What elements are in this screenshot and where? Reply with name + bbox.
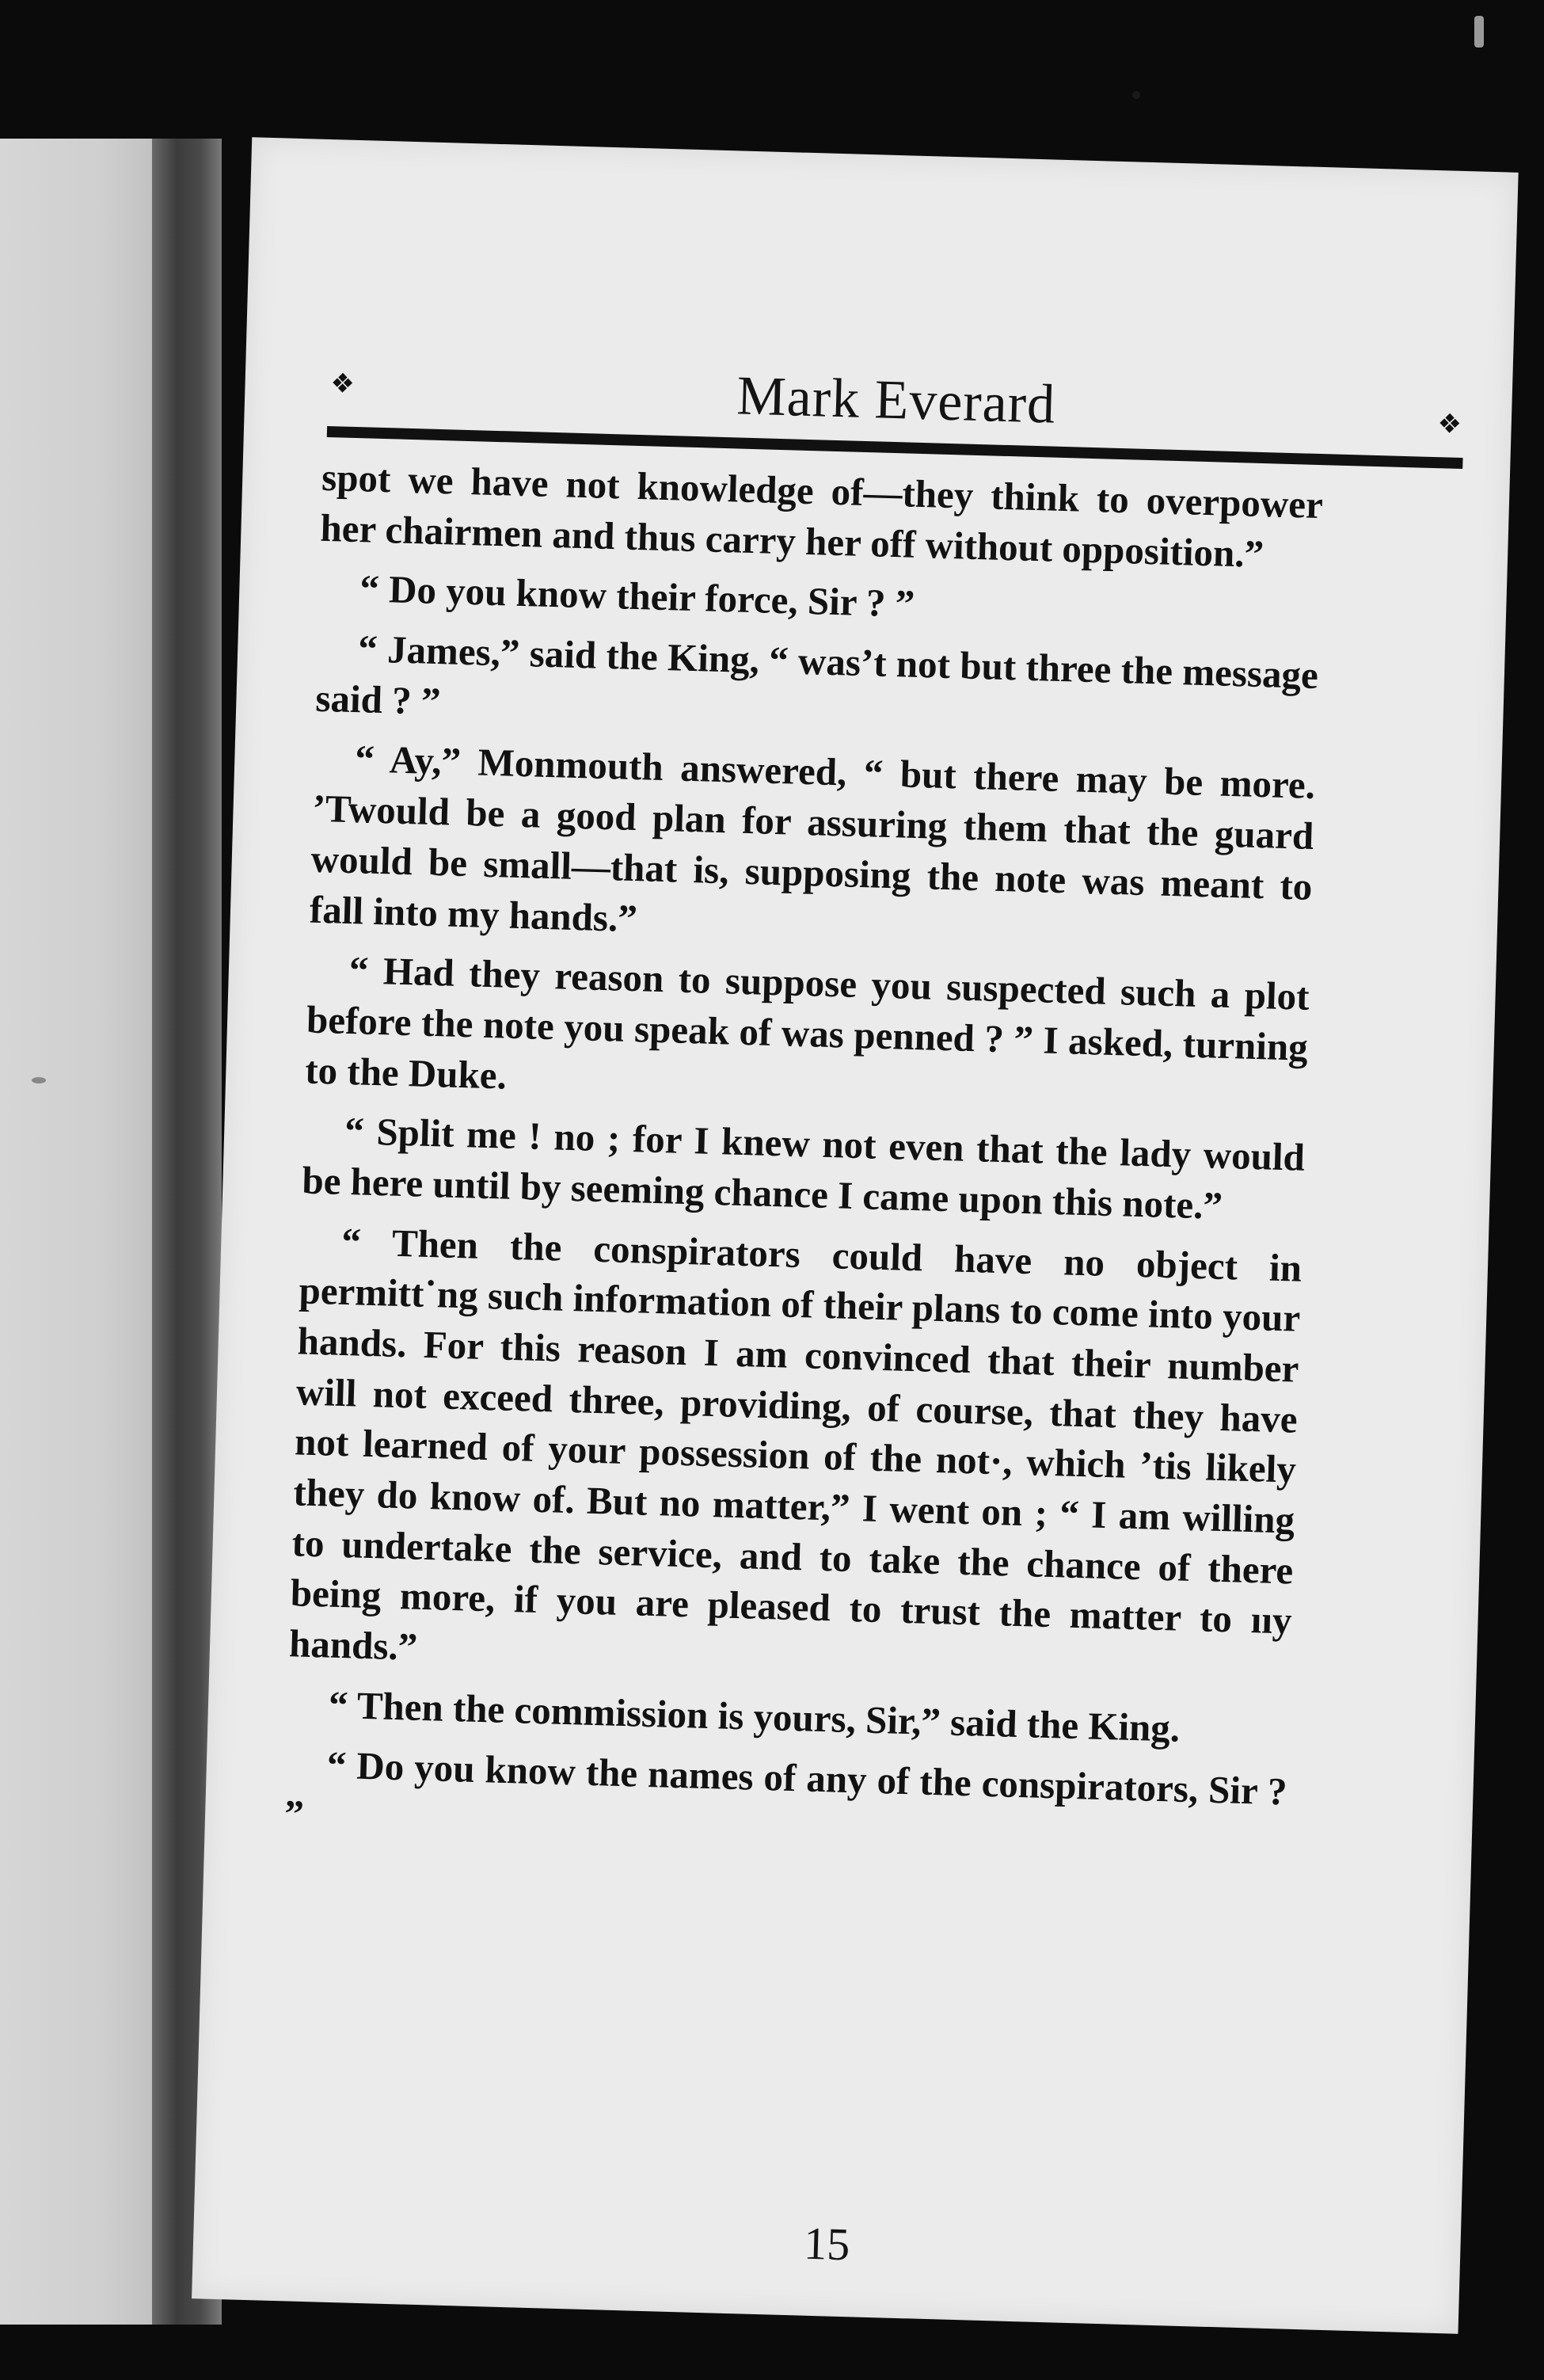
scan-speck bbox=[1132, 91, 1140, 99]
paragraph: “ Had they reason to suppose you suspected such a plot before the note you speak of was penned ? ” I asked, turning to the Duke. bbox=[304, 948, 1310, 1098]
paragraph: “ Do you know the names of any of the conspirators, Sir ? ” bbox=[283, 1742, 1288, 1837]
facing-page-edge bbox=[0, 139, 170, 2325]
paragraph: “ Then the conspirators could have no object in permitt˙ng such information of their plans to come into your hands. For this reason I am convinced that their number will not exceed three, providing, of course, that they have not learned of your possession of the not·, which ’tis likely they do know of. But no matter,” I went on ; “ I am willing to undertake the service, and to take the chance of there being more, if you are pleased to trust the matter to ııy hands.” bbox=[288, 1219, 1303, 1669]
leaf-ornament-icon: ❖ bbox=[1436, 408, 1462, 440]
paragraph: “ Then the commission is yours, Sir,” said the King. bbox=[328, 1682, 1181, 1750]
book-page bbox=[192, 137, 1519, 2334]
scan-speck bbox=[1474, 16, 1484, 48]
paragraph: “ Split me ! no ; for I knew not even that the lady would be here until by seeming chance I came upon this note.” bbox=[301, 1109, 1306, 1228]
paragraph: spot we have not knowledge of—they think to overpower her chairmen and thus carry her off without opposition.” bbox=[319, 455, 1324, 576]
leaf-ornament-icon: ❖ bbox=[329, 367, 356, 400]
page-number: 15 bbox=[803, 2217, 851, 2271]
paragraph: “ Ay,” Monmouth answered, “ but there may be more. ’Twould be a good plan for assuring them that the guard would be small—that is, supposing the note was meant to fall into my hands.” bbox=[309, 737, 1316, 940]
paragraph: “ James,” said the King, “ was’t not but three the message said ? ” bbox=[314, 626, 1319, 723]
paragraph: “ Do you know their force, Sir ? ” bbox=[359, 566, 915, 626]
running-title: Mark Everard bbox=[736, 365, 1057, 436]
scan-speck bbox=[32, 1077, 46, 1083]
body-text bbox=[283, 452, 1324, 1877]
